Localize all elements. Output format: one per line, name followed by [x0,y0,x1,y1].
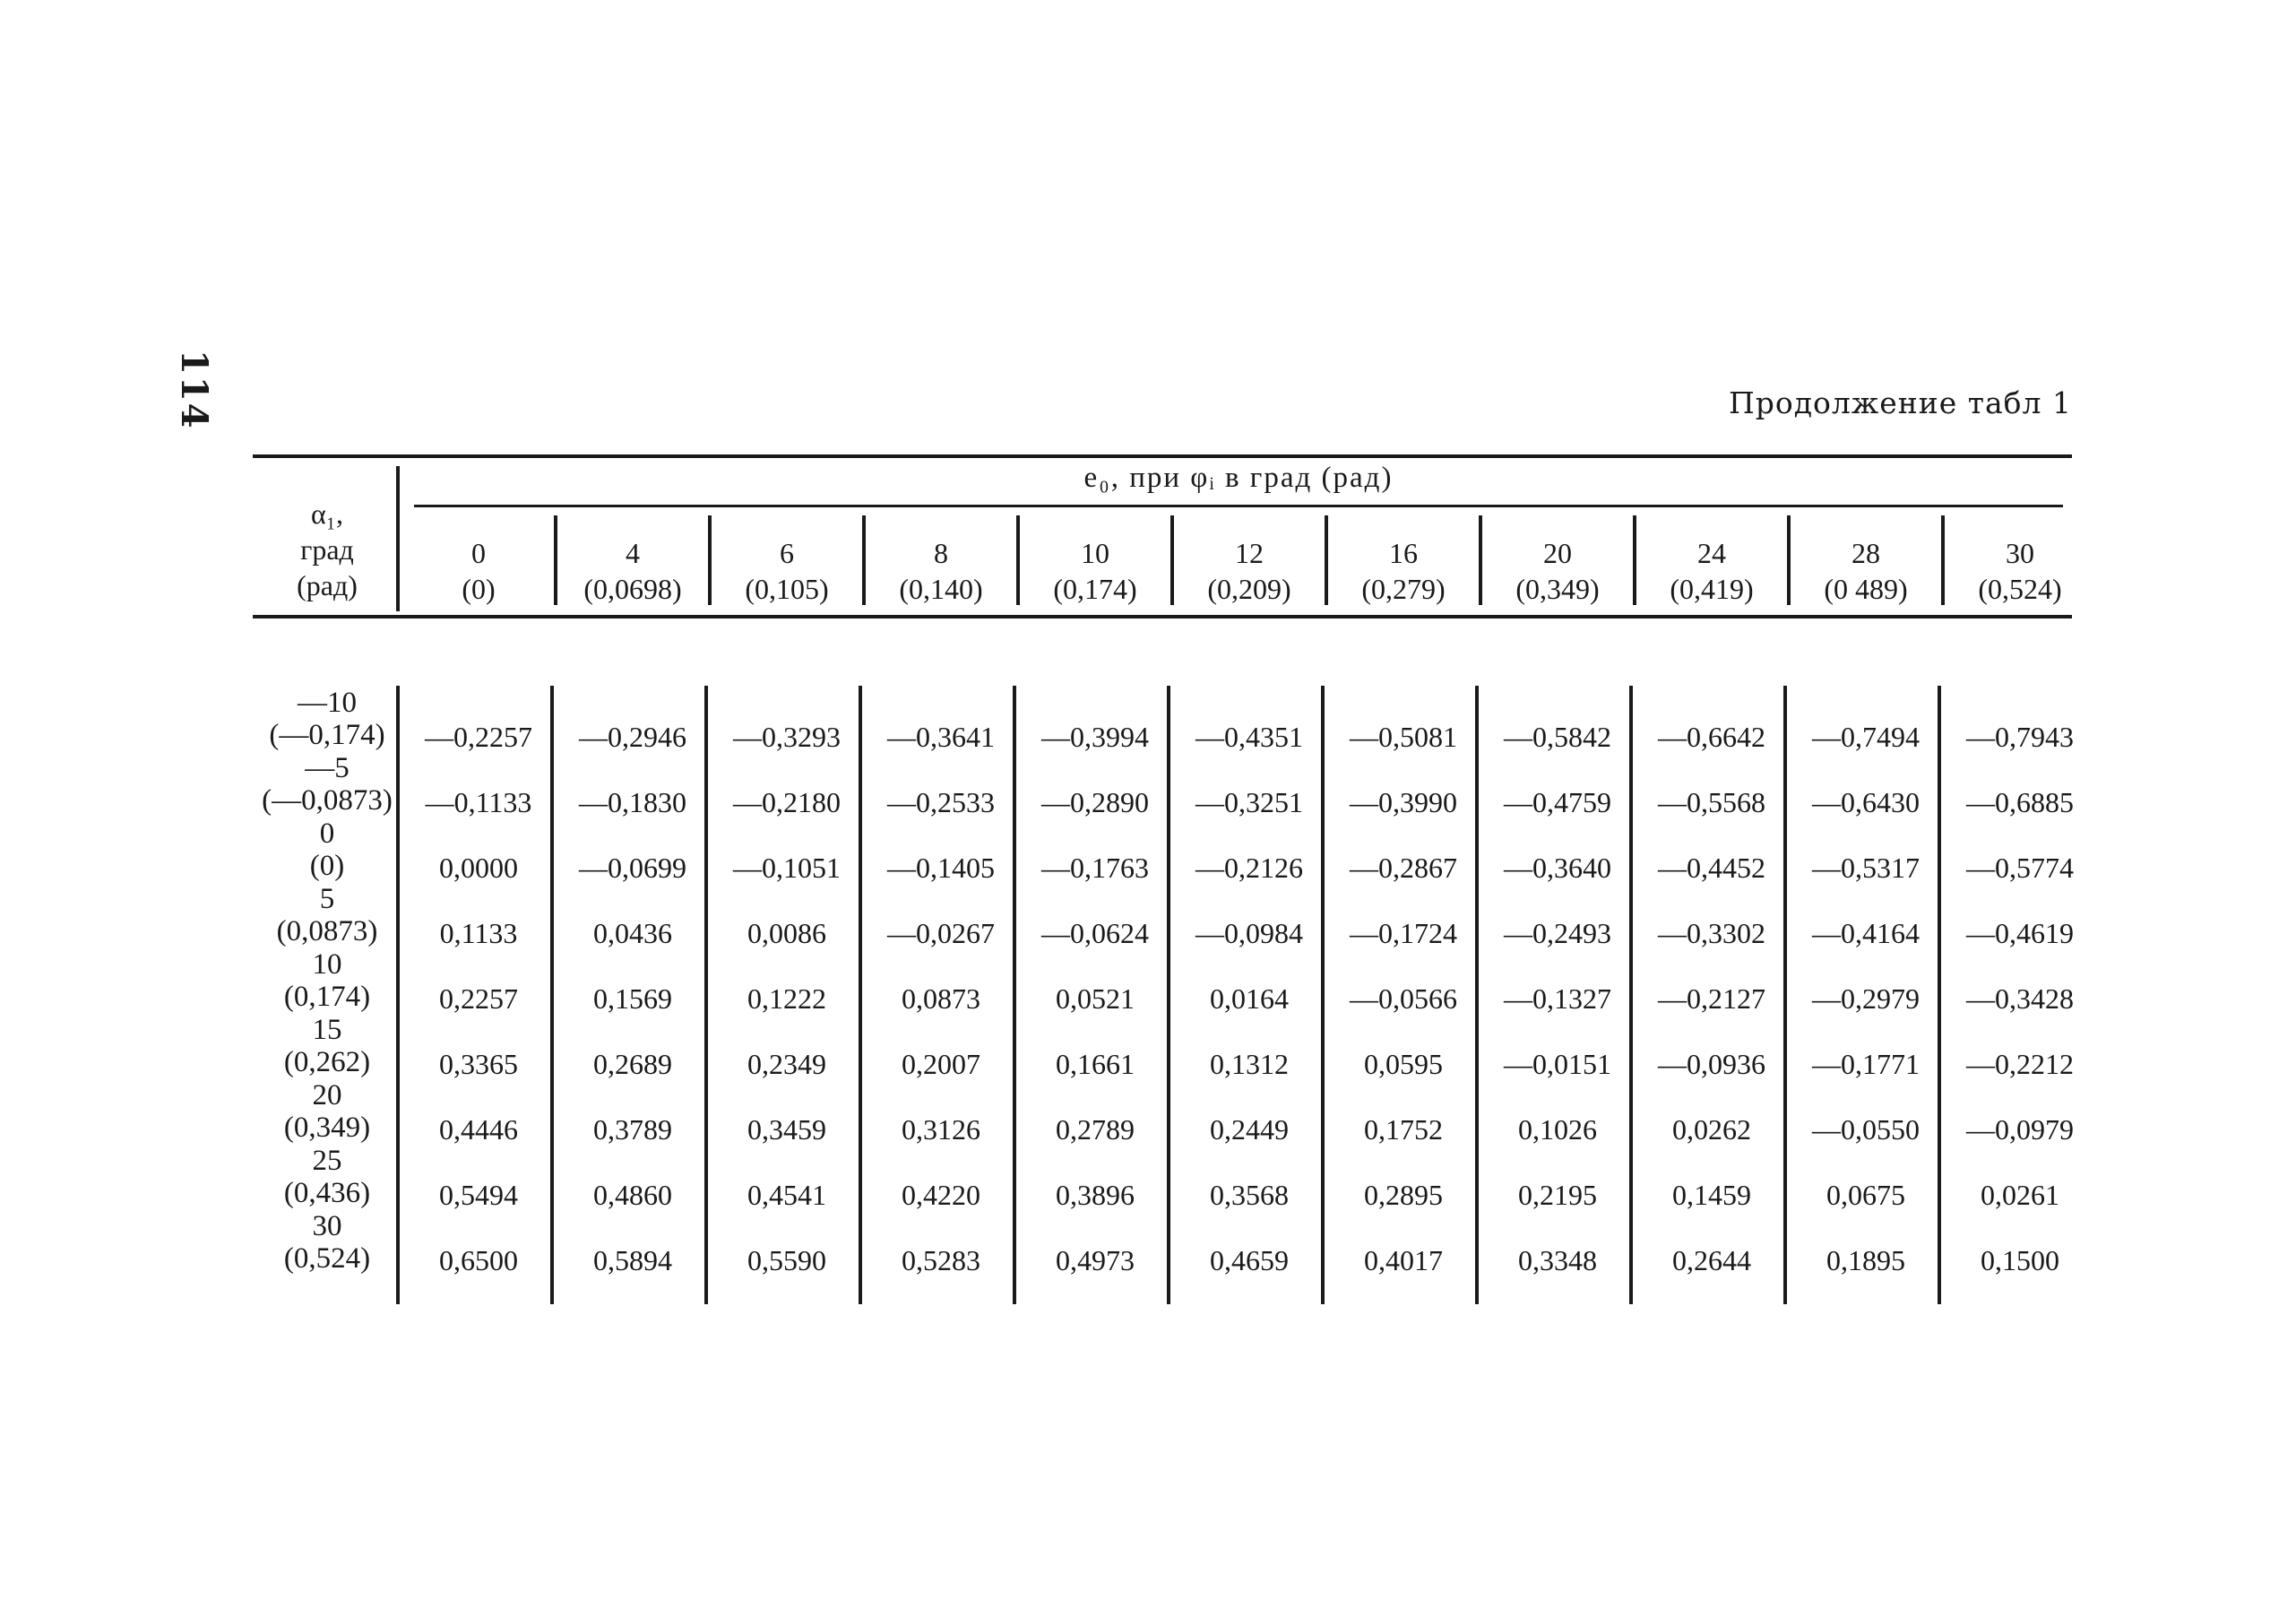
table-cell: —0,2867 [1350,852,1457,884]
header-column-line [1479,515,1482,605]
table-cell: —0,6642 [1658,721,1765,753]
table-cell: —0,0936 [1658,1048,1765,1080]
table-cell: —0,5317 [1812,852,1920,884]
table-cell: —0,0699 [579,852,686,884]
table-cell: 0,1569 [593,982,672,1015]
table-cell: —0,4164 [1812,917,1920,949]
table-cell: 0,4446 [439,1113,518,1146]
table-cell: 0,3126 [902,1113,980,1146]
table-cell: 0,3568 [1210,1179,1289,1211]
table-cell: 0,2349 [747,1048,826,1080]
table-cell: —0,5568 [1658,786,1765,818]
table-cell: 0,0261 [1981,1179,2059,1211]
table-cell: 0,5494 [439,1179,518,1211]
row-label [242,883,412,947]
table-cell: —0,1724 [1350,917,1457,949]
alpha-unit-rad: (рад) [297,569,358,601]
table-cell: 0,0164 [1210,982,1289,1015]
header-bottom-rule [253,615,2072,618]
table-cell: —0,1133 [425,786,532,818]
table-cell: —0,3994 [1041,721,1149,753]
column-header-deg: 4 [626,537,640,569]
header-column-line [554,515,557,605]
column-header-rad: (0,174) [1053,573,1137,605]
table-cell: —0,0979 [1966,1113,2074,1146]
table-cell: 0,3896 [1056,1179,1135,1211]
table-cell: 0,0000 [439,852,518,884]
table-cell: 0,1500 [1981,1244,2059,1276]
header-column-line [1787,515,1791,605]
page-number: 114 [173,350,215,430]
table-cell: 0,6500 [439,1244,518,1276]
row-label-rad: (0,262) [283,1046,371,1078]
header-column-line [1016,515,1020,605]
table-cell: —0,1830 [579,786,686,818]
row-label [242,817,412,882]
column-header-deg: 20 [1543,537,1572,569]
column-header-deg: 10 [1081,537,1109,569]
table-cell: —0,3302 [1658,917,1765,949]
column-header [1326,535,1480,607]
table-cell: 0,2257 [439,982,518,1015]
column-header-rad: (0,105) [745,573,829,605]
table-cell: 0,0436 [593,917,672,949]
column-header-deg: 24 [1697,537,1726,569]
column-header [1480,535,1635,607]
table-cell: —0,7494 [1812,721,1920,753]
table-cell: 0,5894 [593,1244,672,1276]
table-cell: —0,2180 [733,786,841,818]
table-caption: Продолжение табл 1 [1728,385,2072,420]
alpha-unit-deg: град [300,533,354,566]
table-cell: —0,2890 [1041,786,1149,818]
row-label-rad: (0,0873) [276,915,378,947]
table-cell: 0,3365 [439,1048,518,1080]
table-cell: —0,2533 [887,786,995,818]
table-cell: 0,3789 [593,1113,672,1146]
row-label-rad: (0) [309,850,345,882]
table-cell: —0,1405 [887,852,995,884]
row-label-rad: (0,524) [283,1242,371,1275]
table-cell: —0,5774 [1966,852,2074,884]
table-cell: —0,2493 [1504,917,1611,949]
row-label [242,687,412,751]
table-cell: 0,4659 [1210,1244,1289,1276]
table-cell: —0,3640 [1504,852,1611,884]
table-cell: 0,3348 [1518,1244,1597,1276]
column-header [1018,535,1172,607]
table-cell: 0,2895 [1364,1179,1443,1211]
column-header-rad: (0,349) [1515,573,1600,605]
row-label [242,1145,412,1209]
row-label-deg: 5 [319,883,335,915]
table-cell: —0,7943 [1966,721,2074,753]
row-label-deg: 0 [319,817,335,850]
column-header-deg: 16 [1389,537,1418,569]
header-column-line [862,515,866,605]
header-column-line [1325,515,1328,605]
row-label [242,1210,412,1275]
table-cell: —0,3428 [1966,982,2074,1015]
table-cell: 0,1133 [439,917,518,949]
column-header-deg: 6 [780,537,794,569]
table-cell: 0,4017 [1364,1244,1443,1276]
table-cell: —0,2126 [1195,852,1303,884]
row-label [242,1014,412,1078]
column-header [1943,535,2097,607]
table-cell: —0,1771 [1812,1048,1920,1080]
table-top-rule [253,454,2072,458]
table-cell: 0,0521 [1056,982,1135,1015]
row-label-deg: 30 [312,1210,342,1242]
column-header [401,535,556,607]
row-label [242,1079,412,1144]
row-label-rad: (0,174) [283,981,371,1013]
table-cell: —0,2212 [1966,1048,2074,1080]
table-cell: 0,4973 [1056,1244,1135,1276]
header-separator-line [396,466,400,611]
row-label-deg: —5 [305,752,350,784]
alpha-column-header [260,496,394,603]
row-label-deg: 20 [312,1079,342,1111]
column-header [1172,535,1326,607]
table-cell: —0,0566 [1350,982,1457,1015]
table-cell: 0,2689 [593,1048,672,1080]
table-cell: 0,4220 [902,1179,980,1211]
row-label [242,948,412,1013]
table-cell: —0,6430 [1812,786,1920,818]
row-label-deg: —10 [298,687,357,719]
row-label-deg: 15 [312,1014,342,1046]
table-cell: 0,5283 [902,1244,980,1276]
table-cell: —0,3990 [1350,786,1457,818]
column-header-deg: 0 [471,537,486,569]
table-cell: 0,1312 [1210,1048,1289,1080]
column-header-rad: (0,524) [1978,573,2062,605]
table-cell: 0,1661 [1056,1048,1135,1080]
table-cell: —0,2979 [1812,982,1920,1015]
column-header [556,535,710,607]
table-cell: 0,2644 [1672,1244,1751,1276]
column-header-rad: (0,209) [1207,573,1291,605]
table-cell: —0,0151 [1504,1048,1611,1080]
table-cell: 0,2195 [1518,1179,1597,1211]
row-label-deg: 25 [312,1145,342,1177]
table-cell: 0,1459 [1672,1179,1751,1211]
row-label-deg: 10 [312,948,342,981]
table-cell: —0,3641 [887,721,995,753]
table-cell: 0,5590 [747,1244,826,1276]
header-column-line [1941,515,1945,605]
header-column-line [1633,515,1636,605]
column-header-rad: (0) [462,573,496,605]
row-label-rad: (0,436) [283,1177,371,1209]
table-cell: 0,0675 [1826,1179,1905,1211]
header-sub-rule [414,505,2063,507]
column-header-rad: (0,419) [1670,573,1754,605]
table-cell: —0,4759 [1504,786,1611,818]
table-cell: —0,1051 [733,852,841,884]
table-cell: —0,3251 [1195,786,1303,818]
table-cell: 0,1026 [1518,1113,1597,1146]
table-cell: 0,1222 [747,982,826,1015]
table-cell: 0,4860 [593,1179,672,1211]
column-header-rad: (0,140) [899,573,983,605]
table-cell: —0,0984 [1195,917,1303,949]
header-column-line [708,515,712,605]
table-cell: —0,4619 [1966,917,2074,949]
column-header-deg: 8 [934,537,948,569]
table-cell: —0,1327 [1504,982,1611,1015]
column-header [1635,535,1789,607]
row-label-rad: (—0,174) [269,719,385,751]
table-cell: —0,3293 [733,721,841,753]
table-cell: —0,0624 [1041,917,1149,949]
table-cell: —0,2946 [579,721,686,753]
table-cell: —0,1763 [1041,852,1149,884]
header-column-line [1170,515,1174,605]
column-header [710,535,864,607]
table-cell: —0,0267 [887,917,995,949]
table-cell: 0,0086 [747,917,826,949]
eo-group-header: e₀, при φᵢ в град (рад) [1083,462,1394,494]
table-cell: 0,4541 [747,1179,826,1211]
table-cell: 0,2789 [1056,1113,1135,1146]
column-header [864,535,1018,607]
column-header-deg: 30 [2006,537,2034,569]
table-cell: 0,1895 [1826,1244,1905,1276]
row-label [242,752,412,817]
table-cell: 0,0873 [902,982,980,1015]
table-cell: —0,0550 [1812,1113,1920,1146]
row-label-rad: (0,349) [283,1111,371,1144]
table-cell: 0,1752 [1364,1113,1443,1146]
table-cell: —0,4452 [1658,852,1765,884]
column-header-deg: 28 [1851,537,1880,569]
column-header-rad: (0 489) [1824,573,1908,605]
table-cell: —0,5842 [1504,721,1611,753]
table-cell: —0,4351 [1195,721,1303,753]
table-cell: 0,0262 [1672,1113,1751,1146]
table-cell: —0,2257 [425,721,532,753]
table-cell: —0,5081 [1350,721,1457,753]
table-cell: 0,2449 [1210,1113,1289,1146]
table-cell: —0,6885 [1966,786,2074,818]
table-cell: 0,2007 [902,1048,980,1080]
column-header-rad: (0,0698) [583,573,682,605]
column-header [1789,535,1943,607]
table-cell: 0,3459 [747,1113,826,1146]
alpha-symbol: α₁, [311,497,343,530]
column-header-deg: 12 [1235,537,1264,569]
table-cell: —0,2127 [1658,982,1765,1015]
row-label-rad: (—0,0873) [262,784,393,817]
table-cell: 0,0595 [1364,1048,1443,1080]
column-header-rad: (0,279) [1361,573,1446,605]
